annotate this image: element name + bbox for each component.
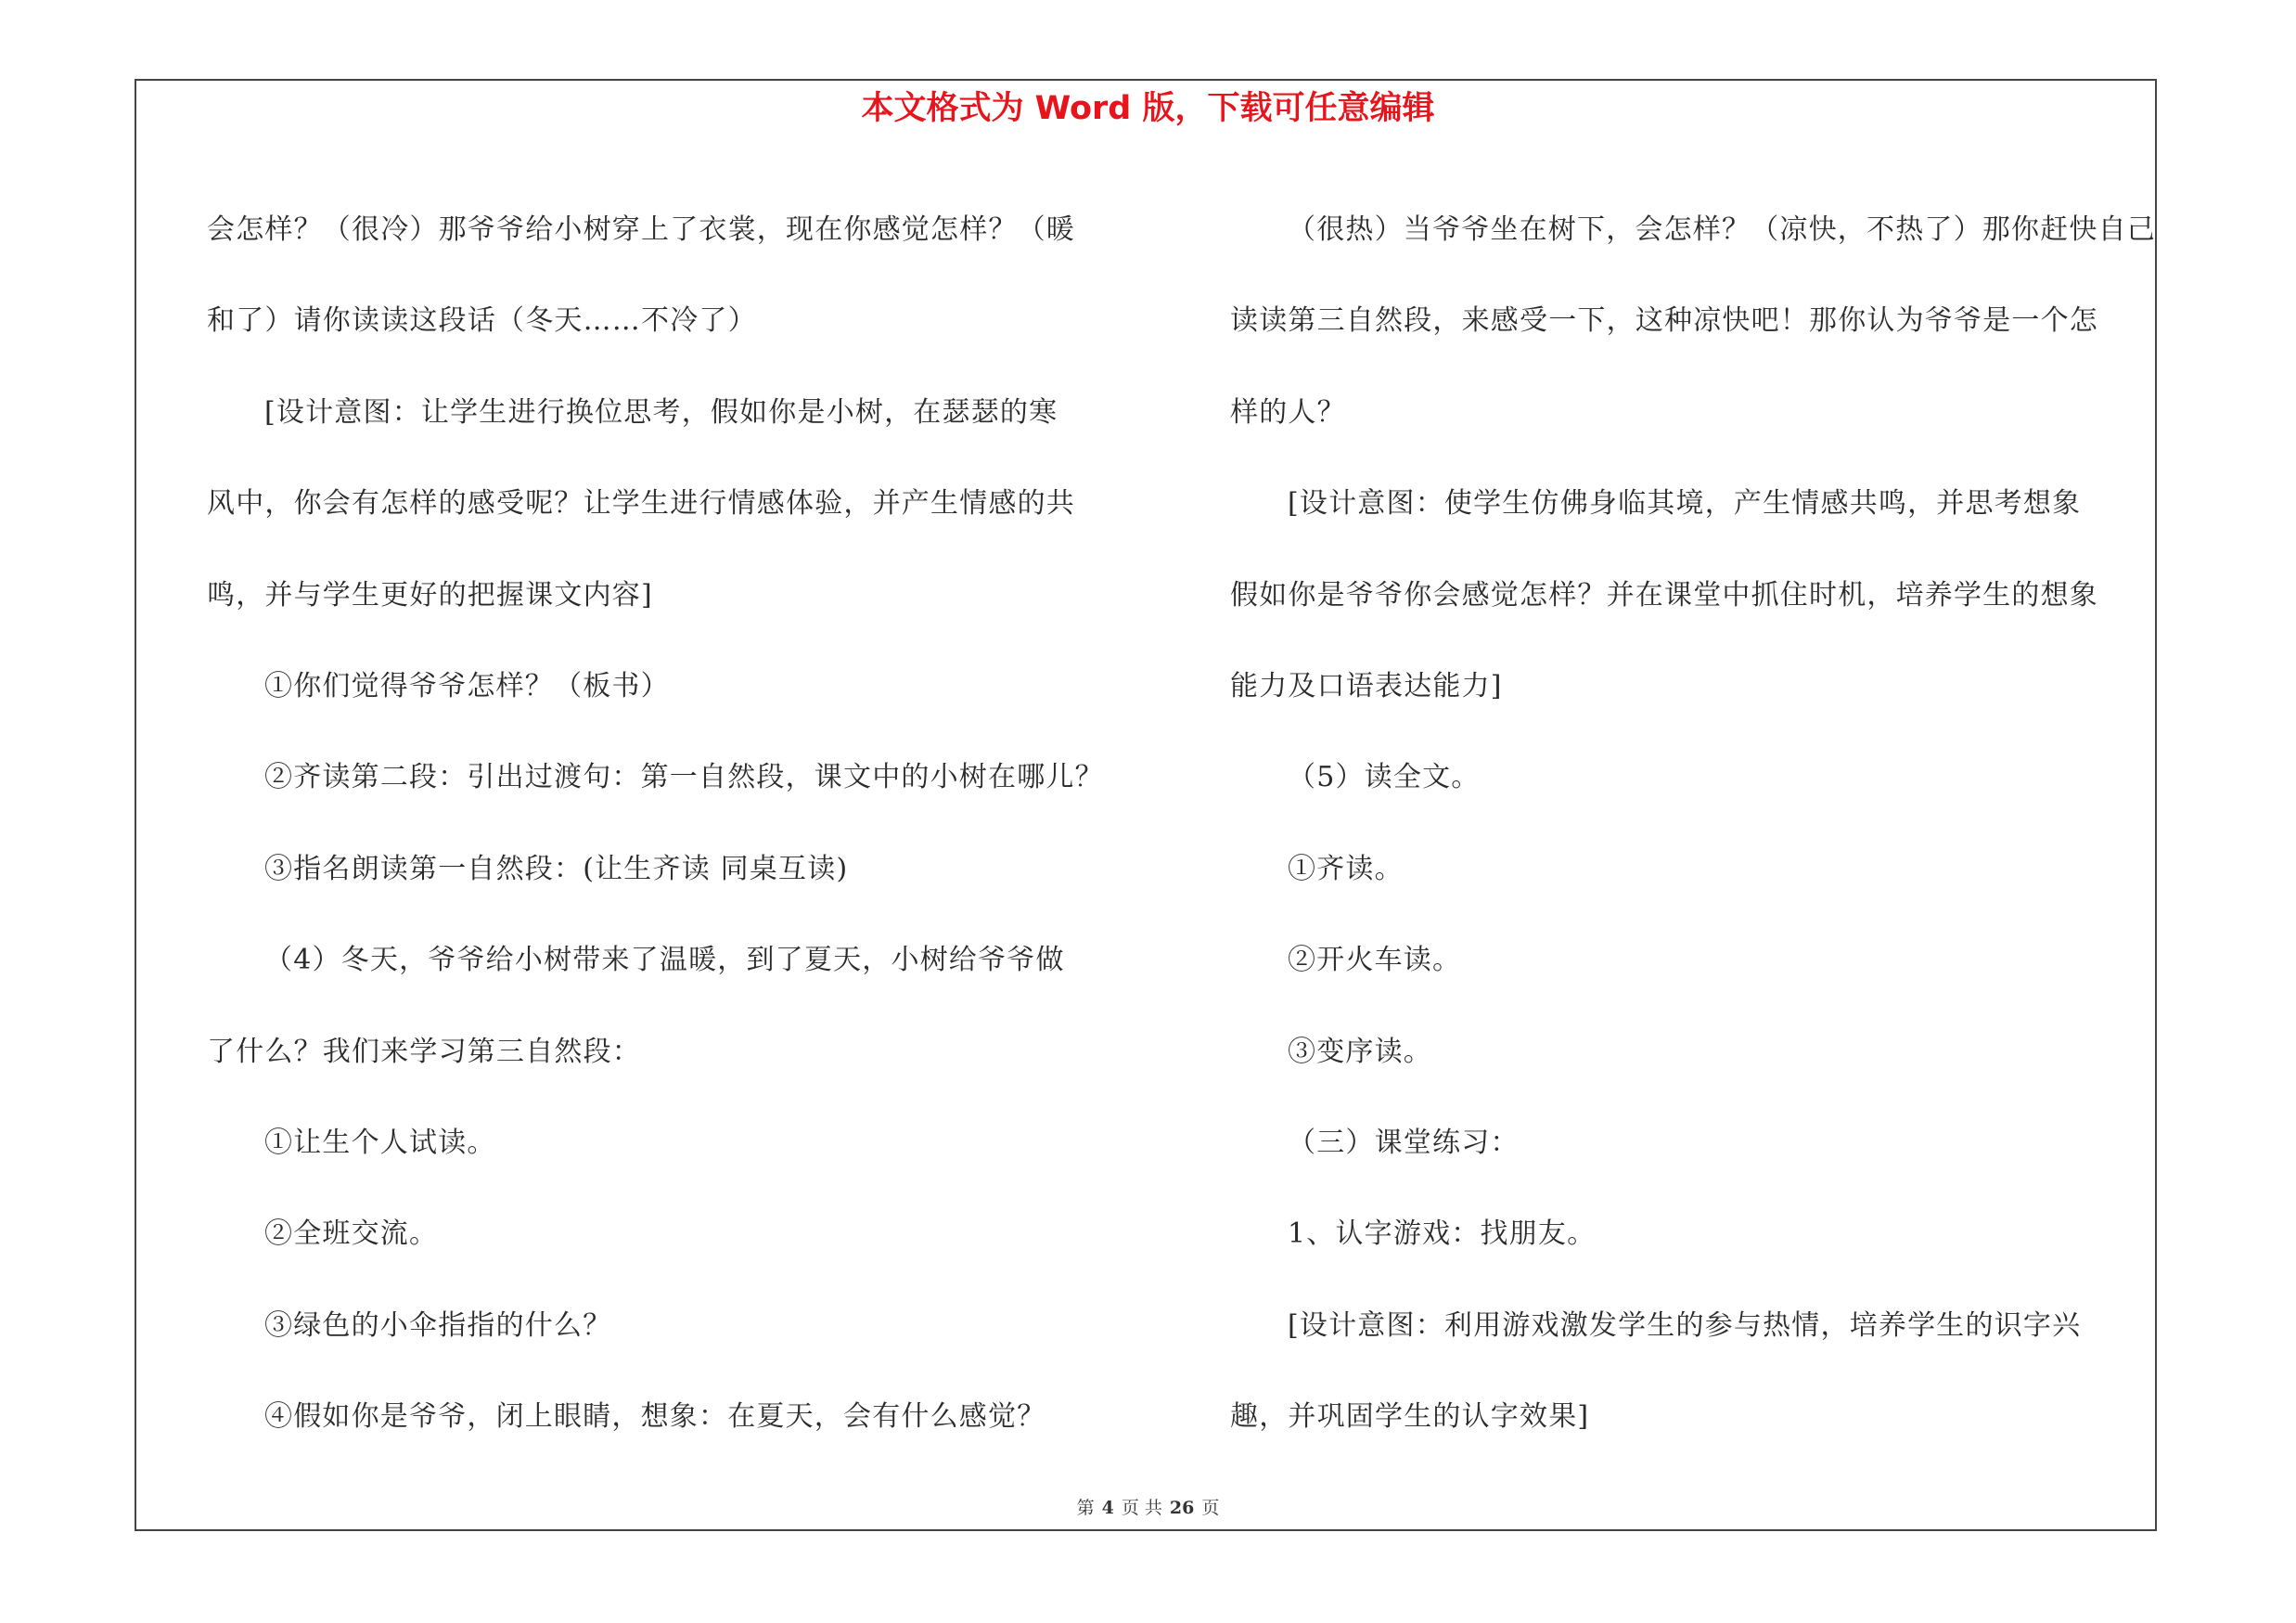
paragraph-line: （4）冬天，爷爷给小树带来了温暖，到了夏天，小树给爷爷做 (264, 944, 1065, 977)
left-text-column (207, 185, 1125, 1463)
paragraph-line: 假如你是爷爷你会感觉怎样？并在课堂中抓住时机，培养学生的想象 (1230, 578, 2098, 612)
paragraph-line: 趣，并巩固学生的认字效果] (1230, 1400, 1590, 1434)
paragraph-line: 风中，你会有怎样的感受呢？让学生进行情感体验，并产生情感的共 (207, 487, 1075, 521)
total-page-count: 26 (1169, 1498, 1195, 1518)
paragraph-line: ②齐读第二段：引出过渡句：第一自然段，课文中的小树在哪儿？ (264, 761, 1104, 794)
footer-label-page: 第 (1076, 1498, 1095, 1518)
paragraph-line: ①让生个人试读。 (264, 1127, 496, 1160)
page-number-footer (0, 1497, 2296, 1519)
paragraph-line: （5）读全文。 (1288, 761, 1481, 794)
paragraph-line: ③指名朗读第一自然段：(让生齐读 同桌互读) (264, 852, 849, 885)
paragraph-line: [设计意图：使学生仿佛身临其境，产生情感共鸣，并思考想象 (1288, 487, 2082, 521)
paragraph-line: ①齐读。 (1288, 852, 1404, 885)
paragraph-line: ③变序读。 (1288, 1035, 1432, 1068)
paragraph-line: （很热）当爷爷坐在树下，会怎样？（凉快，不热了）那你赶快自己 (1288, 213, 2156, 246)
footer-label-of: 页 共 (1121, 1498, 1162, 1518)
paragraph-line: 和了）请你读读这段话（冬天……不冷了） (207, 304, 757, 338)
current-page-number: 4 (1101, 1498, 1114, 1518)
right-text-column (1230, 185, 2156, 1463)
paragraph-line: 了什么？我们来学习第三自然段： (207, 1035, 641, 1068)
paragraph-line: （三）课堂练习： (1288, 1127, 1520, 1160)
paragraph-line: [设计意图：利用游戏激发学生的参与热情，培养学生的识字兴 (1288, 1308, 2082, 1342)
paragraph-line: 1、认字游戏：找朋友。 (1288, 1217, 1597, 1251)
paragraph-line: ③绿色的小伞指指的什么？ (264, 1308, 612, 1342)
footer-label-end: 页 (1201, 1498, 1220, 1518)
paragraph-line: ②全班交流。 (264, 1217, 439, 1251)
paragraph-line: 鸣，并与学生更好的把握课文内容] (207, 578, 653, 612)
document-header-banner: 本文格式为 Word 版，下载可任意编辑 (861, 90, 1435, 127)
paragraph-line: ②开火车读。 (1288, 944, 1462, 977)
paragraph-line: [设计意图：让学生进行换位思考，假如你是小树，在瑟瑟的寒 (264, 395, 1058, 429)
paragraph-line: ④假如你是爷爷，闭上眼睛，想象：在夏天，会有什么感觉？ (264, 1400, 1046, 1434)
paragraph-line: 会怎样？（很冷）那爷爷给小树穿上了衣裳，现在你感觉怎样？（暖 (207, 213, 1075, 246)
paragraph-line: 能力及口语表达能力] (1230, 670, 1503, 703)
paragraph-line: ①你们觉得爷爷怎样？（板书） (264, 670, 670, 703)
paragraph-line: 读读第三自然段，来感受一下，这种凉快吧！那你认为爷爷是一个怎 (1230, 304, 2098, 338)
paragraph-line: 样的人？ (1230, 395, 1346, 429)
